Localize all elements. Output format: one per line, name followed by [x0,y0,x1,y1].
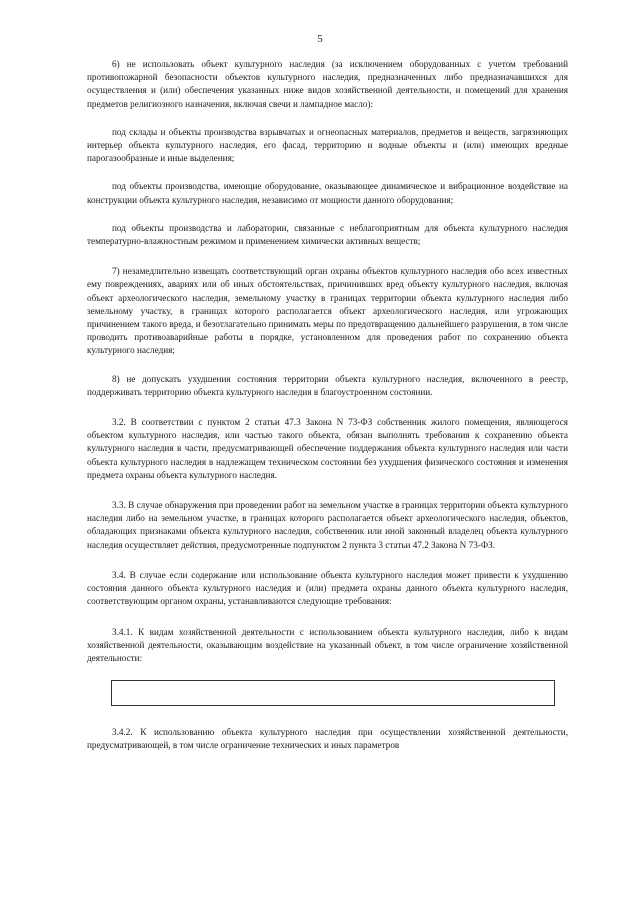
paragraph-8: 8) не допускать ухудшения состояния территории объекта культурного наследия, включенного в реестр, поддерживать территорию объекта культурного наследия в благоустроенном состоянии. [87,373,568,397]
paragraph-6: 6) не использовать объект культурного наследия (за исключением оборудованных с учетом требований противопожарной безопасности объектов культурного наследия, предназначенных либо предназначавшихся для осуществления и (или) обеспечения указанных ниже видов хозяйственной деятельности, и помещений для хранения предметов религиозного назначения, включая свечи и лампадное масло): [87,59,568,109]
paragraph-3-4-2: 3.4.2. К использованию объекта культурного наследия при осуществлении хозяйственной деятельности, предусматривающей, в том числе ограничение технических и иных параметров [87,727,568,751]
paragraph-storage: под склады и объекты производства взрывчатых и огнеопасных материалов, предметов и веществ, загрязняющих интерьер объекта культурного наследия, его фасад, территорию и водные объекты и (или) имеющих вредные парогазообразные и иные выделения; [87,126,568,164]
paragraph-production: под объекты производства, имеющие оборудование, оказывающее динамическое и вибрационное воздействие на конструкции объекта культурного наследия, независимо от мощности данного оборудования; [87,181,568,205]
paragraph-3-4-1: 3.4.1. К видам хозяйственной деятельности с использованием объекта культурного наследия, либо к видам хозяйственной деятельности, оказывающим воздействие на указанный объект, в том числе ограничение хозяйственной деятельности: [87,626,568,663]
page-number: 5 [317,33,323,45]
paragraph-3-2: 3.2. В соответствии с пунктом 2 статьи 47.3 Закона N 73-ФЗ собственник жилого помещения, являющегося объектом культурного наследия, или частью такого объекта, обязан выполнять требования к сохранению объекта культурного наследия в части, предусматривающей обеспечение поддержания объекта культурного наследия или части объекта культурного наследия в надлежащем техническом состоянии без ухудшения физического состояния и изменения предмета охраны объекта культурного наследия. [87,417,568,480]
paragraph-3-3: 3.3. В случае обнаружения при проведении работ на земельном участке в границах территории объекта культурного наследия либо на земельном участке, в границах которого располагается объект археологического наследия, объектов, обладающих признаками объекта культурного наследия, собственник или иной законный владелец объекта культурного наследия осуществляет действия, предусмотренные подпунктом 2 пункта 3 статьи 47.2 Закона N 73-ФЗ. [87,500,568,550]
paragraph-7: 7) незамедлительно извещать соответствующий орган охраны объектов культурного наследия обо всех известных ему повреждениях, авариях или об иных обстоятельствах, причинивших вред объекту культурного наследия, включая объект археологического наследия, земельному участку в границах территории объекта культурного наследия либо земельному участку, в границах которого располагается объект археологического наследия, или угрожающих причинением такого вреда, и безотлагательно принимать меры по предотвращению дальнейшего разрушения, в том числе проводить противоаварийные работы в порядке, установленном для проведения работ по сохранению объекта культурного наследия; [87,266,568,356]
paragraph-laboratories: под объекты производства и лаборатории, связанные с неблагоприятным для объекта культурного наследия температурно-влажностным режимом и применением химически активных веществ; [87,222,568,247]
empty-field-box [111,680,555,706]
paragraph-3-4: 3.4. В случае если содержание или использование объекта культурного наследия может привести к ухудшению состояния данного объекта культурного наследия и (или) предмета охраны данного объекта культурного наследия, соответствующим органом охраны, устанавливаются следующие требования: [87,569,568,607]
document-body [87,58,568,753]
